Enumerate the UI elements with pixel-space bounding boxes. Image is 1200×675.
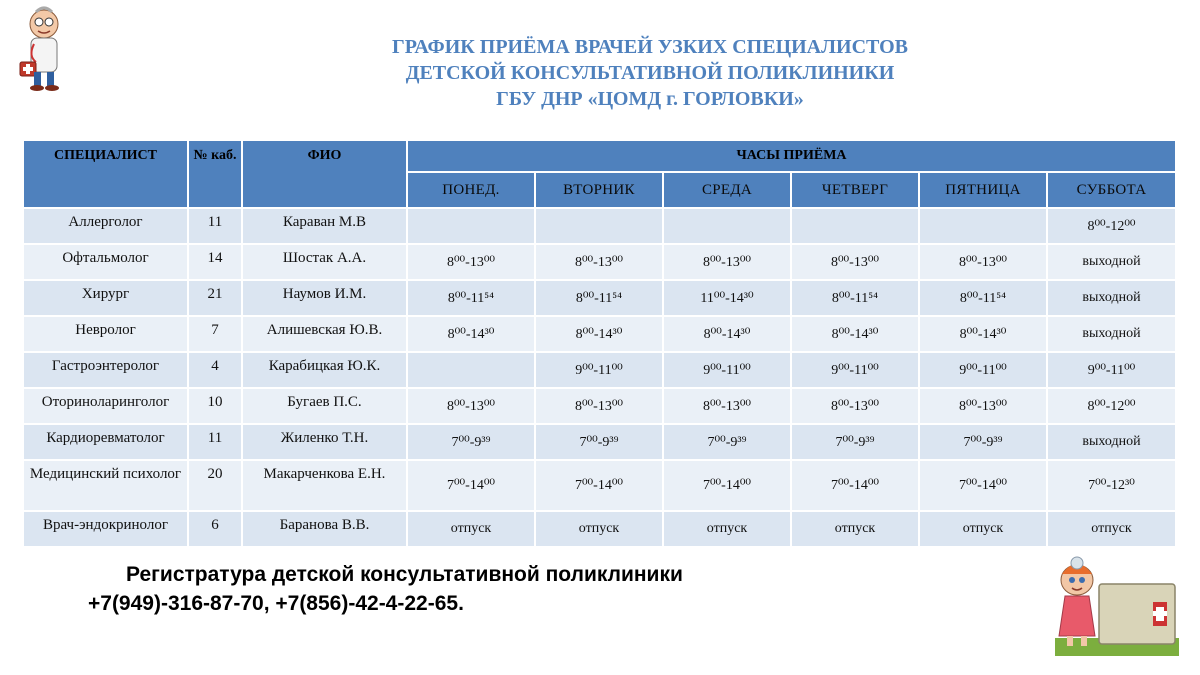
table-row (24, 461, 1177, 512)
hours-cell: 8⁰⁰-12⁰⁰ (1048, 389, 1177, 425)
hours-cell: отпуск (1048, 512, 1177, 548)
specialist-cell: Гастроэнтеролог (24, 353, 189, 389)
hours-cell: 8⁰⁰-11⁵⁴ (408, 281, 536, 317)
hours-cell: 8⁰⁰-14³⁰ (920, 317, 1048, 353)
doctor-name-cell: Наумов И.М. (243, 281, 408, 317)
hours-cell: 7⁰⁰-9³⁹ (664, 425, 792, 461)
hours-cell: 11⁰⁰-14³⁰ (664, 281, 792, 317)
doctor-name-cell: Карабицкая Ю.К. (243, 353, 408, 389)
table-row (24, 389, 1177, 425)
header-day: ПЯТНИЦА (920, 173, 1048, 209)
page-title (300, 34, 1000, 112)
hours-cell: отпуск (920, 512, 1048, 548)
hours-cell: 8⁰⁰-13⁰⁰ (408, 245, 536, 281)
hours-cell: 8⁰⁰-13⁰⁰ (920, 389, 1048, 425)
hours-cell: 7⁰⁰-9³⁹ (792, 425, 920, 461)
table-row (24, 353, 1177, 389)
title-line-2: ДЕТСКОЙ КОНСУЛЬТАТИВНОЙ ПОЛИКЛИНИКИ (405, 62, 895, 84)
hours-cell: 8⁰⁰-13⁰⁰ (920, 245, 1048, 281)
header-hours: ЧАСЫ ПРИЁМА (408, 141, 1177, 173)
doctor-name-cell: Бугаев П.С. (243, 389, 408, 425)
hours-cell: выходной (1048, 317, 1177, 353)
hours-cell: выходной (1048, 281, 1177, 317)
header-room: № каб. (189, 141, 243, 209)
room-cell: 7 (189, 317, 243, 353)
hours-cell: 8⁰⁰-13⁰⁰ (792, 245, 920, 281)
header-day: СРЕДА (664, 173, 792, 209)
title-line-1: ГРАФИК ПРИЁМА ВРАЧЕЙ УЗКИХ СПЕЦИАЛИСТОВ (391, 36, 908, 58)
room-cell: 10 (189, 389, 243, 425)
hours-cell: 8⁰⁰-13⁰⁰ (792, 389, 920, 425)
table-row (24, 209, 1177, 245)
specialist-cell: Врач-эндокринолог (24, 512, 189, 548)
doctor-name-cell: Баранова В.В. (243, 512, 408, 548)
table-row (24, 245, 1177, 281)
specialist-cell: Аллерголог (24, 209, 189, 245)
hours-cell: 8⁰⁰-11⁵⁴ (536, 281, 664, 317)
hours-cell: 7⁰⁰-14⁰⁰ (920, 461, 1048, 512)
table-row (24, 512, 1177, 548)
specialist-cell: Хирург (24, 281, 189, 317)
table-row (24, 281, 1177, 317)
doctor-name-cell: Шостак А.А. (243, 245, 408, 281)
hours-cell: 7⁰⁰-14⁰⁰ (408, 461, 536, 512)
room-cell: 6 (189, 512, 243, 548)
hours-cell: 9⁰⁰-11⁰⁰ (536, 353, 664, 389)
hours-cell: 9⁰⁰-11⁰⁰ (1048, 353, 1177, 389)
hours-cell: выходной (1048, 245, 1177, 281)
hours-cell: 8⁰⁰-14³⁰ (792, 317, 920, 353)
room-cell: 4 (189, 353, 243, 389)
hours-cell: 8⁰⁰-14³⁰ (664, 317, 792, 353)
hours-cell: 7⁰⁰-9³⁹ (536, 425, 664, 461)
hours-cell (408, 353, 536, 389)
hours-cell (536, 209, 664, 245)
doctor-name-cell: Караван М.В (243, 209, 408, 245)
doctor-name-cell: Алишевская Ю.В. (243, 317, 408, 353)
room-cell: 11 (189, 425, 243, 461)
hours-cell: 8⁰⁰-13⁰⁰ (664, 245, 792, 281)
specialist-cell: Офтальмолог (24, 245, 189, 281)
hours-cell: 7⁰⁰-9³⁹ (920, 425, 1048, 461)
hours-cell: 8⁰⁰-13⁰⁰ (408, 389, 536, 425)
room-cell: 21 (189, 281, 243, 317)
doctor-name-cell: Жиленко Т.Н. (243, 425, 408, 461)
hours-cell: 7⁰⁰-14⁰⁰ (664, 461, 792, 512)
header-day: ЧЕТВЕРГ (792, 173, 920, 209)
room-cell: 20 (189, 461, 243, 512)
title-line-3: ГБУ ДНР «ЦОМД г. ГОРЛОВКИ» (496, 88, 804, 110)
hours-cell: 8⁰⁰-11⁵⁴ (920, 281, 1048, 317)
hours-cell: отпуск (408, 512, 536, 548)
hours-cell (792, 209, 920, 245)
hours-cell: 9⁰⁰-11⁰⁰ (792, 353, 920, 389)
hours-cell: выходной (1048, 425, 1177, 461)
doctor-name-cell: Макарченкова Е.Н. (243, 461, 408, 512)
hours-cell: 8⁰⁰-14³⁰ (536, 317, 664, 353)
registry-title: Регистратура детской консультативной поликлиники (126, 563, 683, 586)
header-day: ПОНЕД. (408, 173, 536, 209)
table-row (24, 317, 1177, 353)
hours-cell: отпуск (536, 512, 664, 548)
hours-cell: 8⁰⁰-12⁰⁰ (1048, 209, 1177, 245)
table-row (24, 425, 1177, 461)
hours-cell: отпуск (792, 512, 920, 548)
header-day: ВТОРНИК (536, 173, 664, 209)
hours-cell (920, 209, 1048, 245)
masha-doctor-cartoon-icon (1055, 556, 1179, 656)
room-cell: 14 (189, 245, 243, 281)
hours-cell: 7⁰⁰-14⁰⁰ (792, 461, 920, 512)
hours-cell (664, 209, 792, 245)
hours-cell: 8⁰⁰-11⁵⁴ (792, 281, 920, 317)
header-day: СУББОТА (1048, 173, 1177, 209)
header-specialist: СПЕЦИАЛИСТ (24, 141, 189, 209)
specialist-cell: Оториноларинголог (24, 389, 189, 425)
header-name: ФИО (243, 141, 408, 209)
hours-cell: 8⁰⁰-13⁰⁰ (536, 245, 664, 281)
doctor-cartoon-icon (14, 4, 74, 92)
schedule-table (24, 141, 1177, 548)
hours-cell: 7⁰⁰-9³⁹ (408, 425, 536, 461)
registry-info (88, 560, 683, 618)
specialist-cell: Невролог (24, 317, 189, 353)
hours-cell: 7⁰⁰-12³⁰ (1048, 461, 1177, 512)
hours-cell: 8⁰⁰-13⁰⁰ (664, 389, 792, 425)
hours-cell: отпуск (664, 512, 792, 548)
hours-cell (408, 209, 536, 245)
hours-cell: 9⁰⁰-11⁰⁰ (920, 353, 1048, 389)
hours-cell: 8⁰⁰-14³⁰ (408, 317, 536, 353)
hours-cell: 9⁰⁰-11⁰⁰ (664, 353, 792, 389)
hours-cell: 8⁰⁰-13⁰⁰ (536, 389, 664, 425)
hours-cell: 7⁰⁰-14⁰⁰ (536, 461, 664, 512)
specialist-cell: Кардиоревматолог (24, 425, 189, 461)
room-cell: 11 (189, 209, 243, 245)
specialist-cell: Медицинский психолог (24, 461, 189, 512)
registry-phones: +7(949)-316-87-70, +7(856)-42-4-22-65. (88, 592, 464, 615)
